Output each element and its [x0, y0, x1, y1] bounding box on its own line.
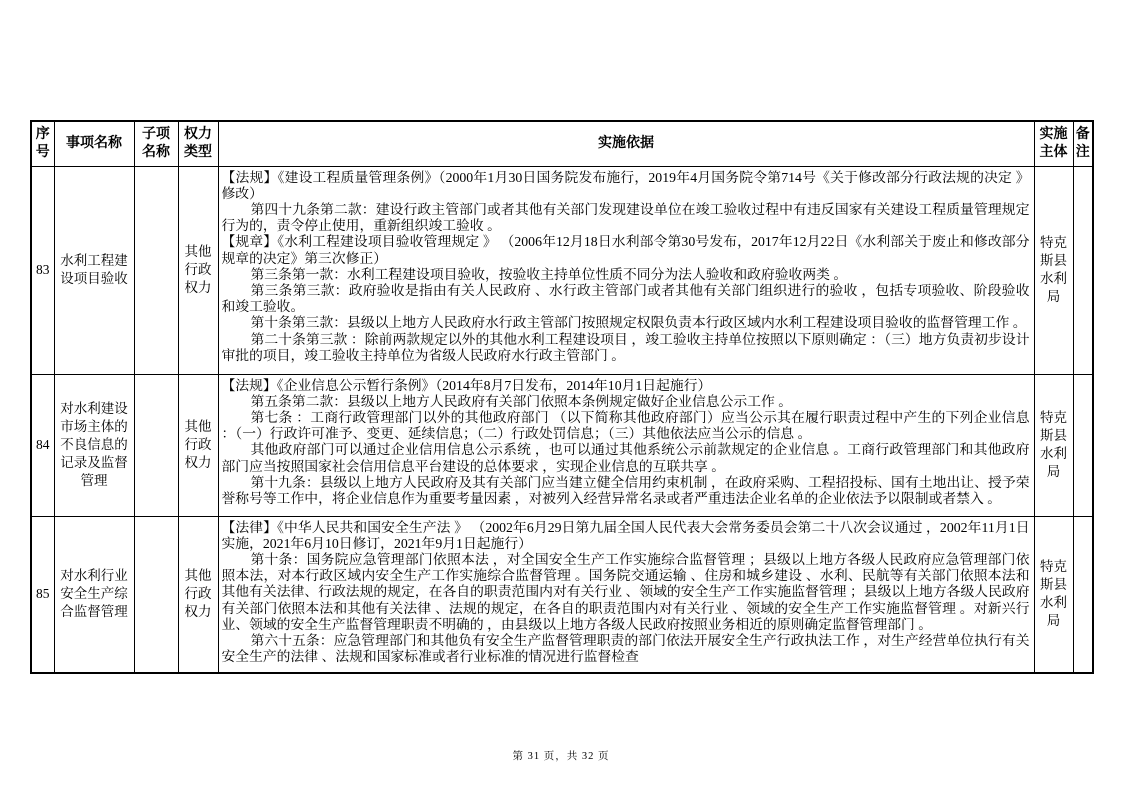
- table-body: [31, 166, 1093, 673]
- table-row: [31, 166, 1093, 374]
- power-list-table: [30, 120, 1094, 674]
- basis-paragraph: 第六十五条：应急管理部门和其他负有安全生产监督管理职责的部门依法开展安全生产行政执法工作 ，对生产经营单位执行有关安全生产的法律 、法规和国家标准或者行业标准的情况进行监督检查: [221, 632, 1030, 665]
- header-cell-remark: 备注: [1073, 121, 1093, 166]
- basis-paragraph: 第十九条：县级以上地方人民政府及其有关部门应当建立健全信用约束机制 ，在政府采购、工程招投标、国有土地出让、授予荣誉称号等工作中，将企业信息作为重要考量因素 ，对被列入经营异常名录或者严重违法企业名单的企业依法予以限制或者禁入 。: [221, 474, 1030, 506]
- cell-power-type: 其他行政权力: [178, 374, 218, 516]
- cell-item-name: 水利工程建设项目验收: [54, 166, 134, 374]
- header-cell-item-name: 事项名称: [54, 121, 134, 166]
- basis-paragraph: 第三条第一款：水利工程建设项目验收，按验收主持单位性质不同分为法人验收和政府验收两类 。: [250, 266, 848, 282]
- basis-paragraph: 第四十九条第二款：建设行政主管部门或者其他有关部门发现建设单位在竣工验收过程中有违反国家有关建设工程质量管理规定行为的，责令停止使用，重新组织竣工验收 。: [221, 201, 1030, 234]
- cell-sub-item-name: [134, 166, 178, 374]
- cell-remark: [1073, 516, 1093, 673]
- cell-no: 83: [31, 166, 54, 374]
- basis-paragraph: 【规章】《水利工程建设项目验收管理规定 》 （2006年12月18日水利部令第30号发布，2017年12月22日《水利部关于废止和修改部分规章的决定》第三次修正）: [221, 234, 1030, 266]
- table-row: [31, 516, 1093, 673]
- cell-power-type: 其他行政权力: [178, 166, 218, 374]
- header-cell-basis: 实施依据: [218, 121, 1034, 166]
- header-cell-no: 序号: [31, 121, 54, 166]
- basis-paragraph: 第十条第三款：县级以上地方人民政府水行政主管部门按照规定权限负责本行政区域内水利工程建设项目验收的监督管理工作 。: [250, 315, 1027, 331]
- basis-paragraph: 【法规】《企业信息公示暂行条例》（2014年8月7日发布，2014年10月1日起施行）: [221, 377, 712, 393]
- cell-implementing-body: 特克斯县水利局: [1034, 374, 1073, 516]
- page-footer: 第 31 页，共 32 页: [512, 751, 610, 762]
- cell-item-name: 对水利行业安全生产综合监督管理: [54, 516, 134, 673]
- cell-implementing-body: 特克斯县水利局: [1034, 166, 1073, 374]
- basis-paragraph: 第十条：国务院应急管理部门依照本法 ，对全国安全生产工作实施综合监督管理 ；县级以上地方各级人民政府应急管理部门依照本法，对本行政区域内安全生产工作实施综合监督管理 。国务院交通运输 、住房和城乡建设 、水利、民航等有关部门依照本法和其他有关法律、行政法规的规定，在各自的职责范围内对有关行业 、领域的安全生产工作实施监督管理 ；县级以上地方各级人民政府有关部门依照本法和其他有关法律 、法规的规定，在各自的职责范围内对有关行业 、领域的安全生产工作实施监督管理 。对新兴行业、领域的安全生产监督管理职责不明确的 ，由县级以上地方各级人民政府按照业务相近的原则确定监督管理部门 。: [221, 551, 1030, 632]
- cell-basis: [218, 516, 1034, 673]
- cell-basis: [218, 374, 1034, 516]
- cell-sub-item-name: [134, 374, 178, 516]
- cell-no: 84: [31, 374, 54, 516]
- cell-remark: [1073, 166, 1093, 374]
- cell-no: 85: [31, 516, 54, 673]
- table-header-row: [31, 121, 1093, 166]
- cell-sub-item-name: [134, 516, 178, 673]
- cell-basis: [218, 166, 1034, 374]
- basis-paragraph: 【法规】《建设工程质量管理条例》（2000年1月30日国务院发布施行，2019年4月国务院令第714号《关于修改部分行政法规的决定 》修改）: [221, 169, 1030, 201]
- cell-remark: [1073, 374, 1093, 516]
- basis-paragraph: 第七条 ：工商行政管理部门以外的其他政府部门 （以下简称其他政府部门）应当公示其在履行职责过程中产生的下列企业信息 ：（一）行政许可准予、变更、延续信息；（二）行政处罚信息；（三）其他依法应当公示的信息 。: [221, 409, 1030, 442]
- cell-power-type: 其他行政权力: [178, 516, 218, 673]
- header-cell-sub-item-name: 子项名称: [134, 121, 178, 166]
- basis-paragraph: 第五条第二款：县级以上地方人民政府有关部门依照本条例规定做好企业信息公示工作 。: [250, 393, 792, 409]
- basis-paragraph: 第二十条第三款 ：除前两款规定以外的其他水利工程建设项目 ，竣工验收主持单位按照以下原则确定 ：（三）地方负责初步设计审批的项目，竣工验收主持单位为省级人民政府水行政主管部门 。: [221, 331, 1030, 363]
- cell-implementing-body: 特克斯县水利局: [1034, 516, 1073, 673]
- header-cell-power-type: 权力类型: [178, 121, 218, 166]
- basis-paragraph: 第三条第三款：政府验收是指由有关人民政府 、水行政主管部门或者其他有关部门组织进行的验收 ，包括专项验收、阶段验收和竣工验收。: [221, 282, 1030, 315]
- basis-paragraph: 其他政府部门可以通过企业信用信息公示系统 ，也可以通过其他系统公示前款规定的企业信息 。工商行政管理部门和其他政府部门应当按照国家社会信用信息平台建设的总体要求 ，实现企业信息的互联共享 。: [221, 442, 1030, 474]
- table-row: [31, 374, 1093, 516]
- header-cell-implementing-body: 实施主体: [1034, 121, 1073, 166]
- basis-paragraph: 【法律】《中华人民共和国安全生产法 》 （2002年6月29日第九届全国人民代表大会常务委员会第二十八次会议通过 ，2002年11月1日实施，2021年6月10日修订，2021年9月1日起施行）: [221, 519, 1030, 551]
- cell-item-name: 对水利建设市场主体的不良信息的记录及监督管理: [54, 374, 134, 516]
